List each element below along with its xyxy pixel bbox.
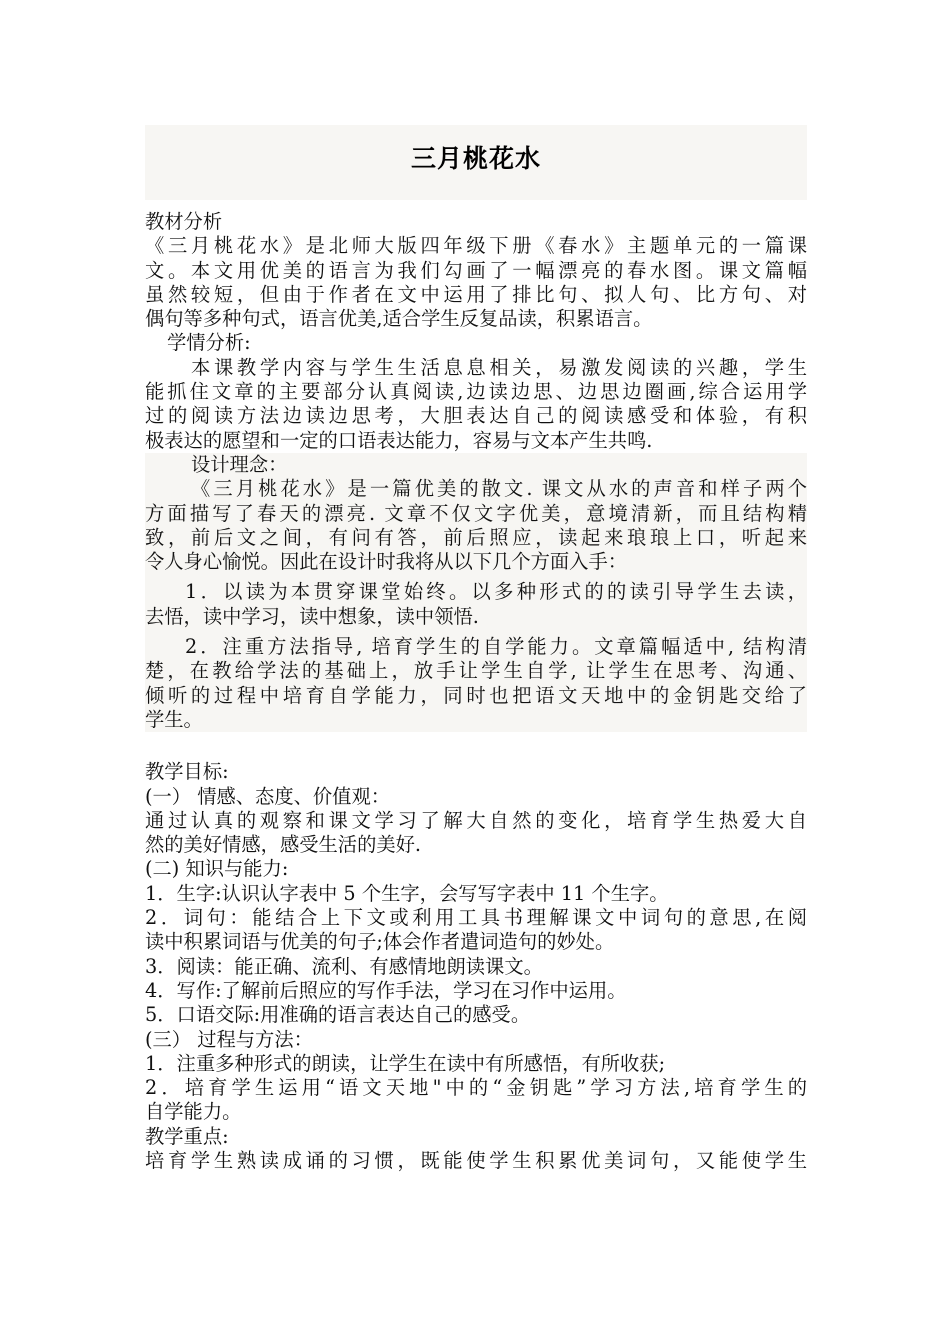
subheading-emotion: (一） 情感、态度、价值观：	[145, 784, 391, 808]
paragraph-line: 致，前后文之间，有问有答，前后照应，读起来琅琅上口，听起来	[145, 525, 807, 549]
paragraph-line: 楚，在教给学法的基础上，放手让学生自学, 让学生在思考、沟通、	[145, 659, 807, 683]
list-item: 1．注重多种形式的朗读，让学生在读中有所感悟，有所收获;	[145, 1051, 666, 1075]
paragraph-line: 虽然较短，但由于作者在文中运用了排比句、拟人句、比方句、对	[145, 282, 807, 306]
subheading-knowledge: (二) 知识与能力:	[145, 857, 289, 881]
title-band	[145, 125, 807, 200]
paragraph-line: 《三月桃花水》是一篇优美的散文. 课文从水的声音和样子两个	[191, 477, 807, 501]
paragraph-line: 学生。	[145, 707, 203, 731]
paragraph-line: 培育学生熟读成诵的习惯，既能使学生积累优美词句，又能使学生	[145, 1148, 807, 1172]
paragraph-line: 倾听的过程中培育自学能力，同时也把语文天地中的金钥匙交给了	[145, 683, 807, 707]
paragraph-line: 《三月桃花水》是北师大版四年级下册《春水》主题单元的一篇课	[145, 234, 807, 258]
paragraph-line: 方面描写了春天的漂亮. 文章不仅文字优美，意境清新，而且结构精	[145, 501, 807, 525]
document-page	[145, 125, 807, 1173]
document-body	[145, 210, 807, 1173]
section-heading-student: 学情分析:	[167, 331, 251, 355]
paragraph-line: 本课教学内容与学生生活息息相关，易激发阅读的兴趣，学生	[191, 355, 807, 379]
paragraph-line: 能抓住文章的主要部分认真阅读,边读边思、边思边圈画,综合运用学	[145, 380, 807, 404]
paragraph-line: 令人身心愉悦。因此在设计时我将从以下几个方面入手：	[145, 550, 628, 574]
document-title: 三月桃花水	[410, 144, 541, 173]
list-item: 2．培育学生运用“语文天地"中的“金钥匙”学习方法,培育学生的	[145, 1076, 807, 1100]
design-concept-block	[145, 453, 807, 732]
paragraph-line: 文。本文用优美的语言为我们勾画了一幅漂亮的春水图。课文篇幅	[145, 258, 807, 282]
list-item-continuation: 自学能力。	[145, 1100, 242, 1124]
list-item: 5．口语交际:用准确的语言表达自己的感受。	[145, 1003, 531, 1027]
paragraph-line: 通过认真的观察和课文学习了解大自然的变化，培育学生热爱大自	[145, 808, 807, 832]
paragraph-line: 去悟，读中学习，读中想象，读中领悟.	[145, 604, 479, 628]
paragraph-line: 过的阅读方法边读边思考，大胆表达自己的阅读感受和体验，有积	[145, 404, 807, 428]
paragraph-line: 极表达的愿望和一定的口语表达能力，容易与文本产生共鸣.	[145, 428, 653, 452]
design-point-2: 2．注重方法指导, 培育学生的自学能力。文章篇幅适中, 结构清	[185, 635, 807, 659]
list-item: 2．词句：能结合上下文或利用工具书理解课文中词句的意思,在阅	[145, 906, 807, 930]
list-item: 3．阅读：能正确、流利、有感情地朗读课文。	[145, 954, 543, 978]
list-item: 1．生字:认识认字表中 5 个生字，会写写字表中 11 个生字。	[145, 881, 669, 905]
section-heading-key-points: 教学重点:	[145, 1124, 229, 1148]
section-heading-design: 设计理念：	[191, 452, 288, 476]
design-point-1: 1．以读为本贯穿课堂始终。以多种形式的的读引导学生去读，	[185, 580, 807, 604]
list-item: 4．写作:了解前后照应的写作手法，学习在习作中运用。	[145, 978, 627, 1002]
paragraph-line: 偶句等多种句式，语言优美,适合学生反复品读，积累语言。	[145, 307, 653, 331]
section-heading-goals: 教学目标:	[145, 760, 229, 784]
section-heading-material: 教材分析	[145, 210, 223, 233]
paragraph-line: 然的美好情感，感受生活的美好.	[145, 833, 422, 857]
list-item-continuation: 读中积累词语与优美的句子;体会作者遣词造句的妙处。	[145, 930, 615, 954]
subheading-process: (三） 过程与方法：	[145, 1027, 313, 1051]
